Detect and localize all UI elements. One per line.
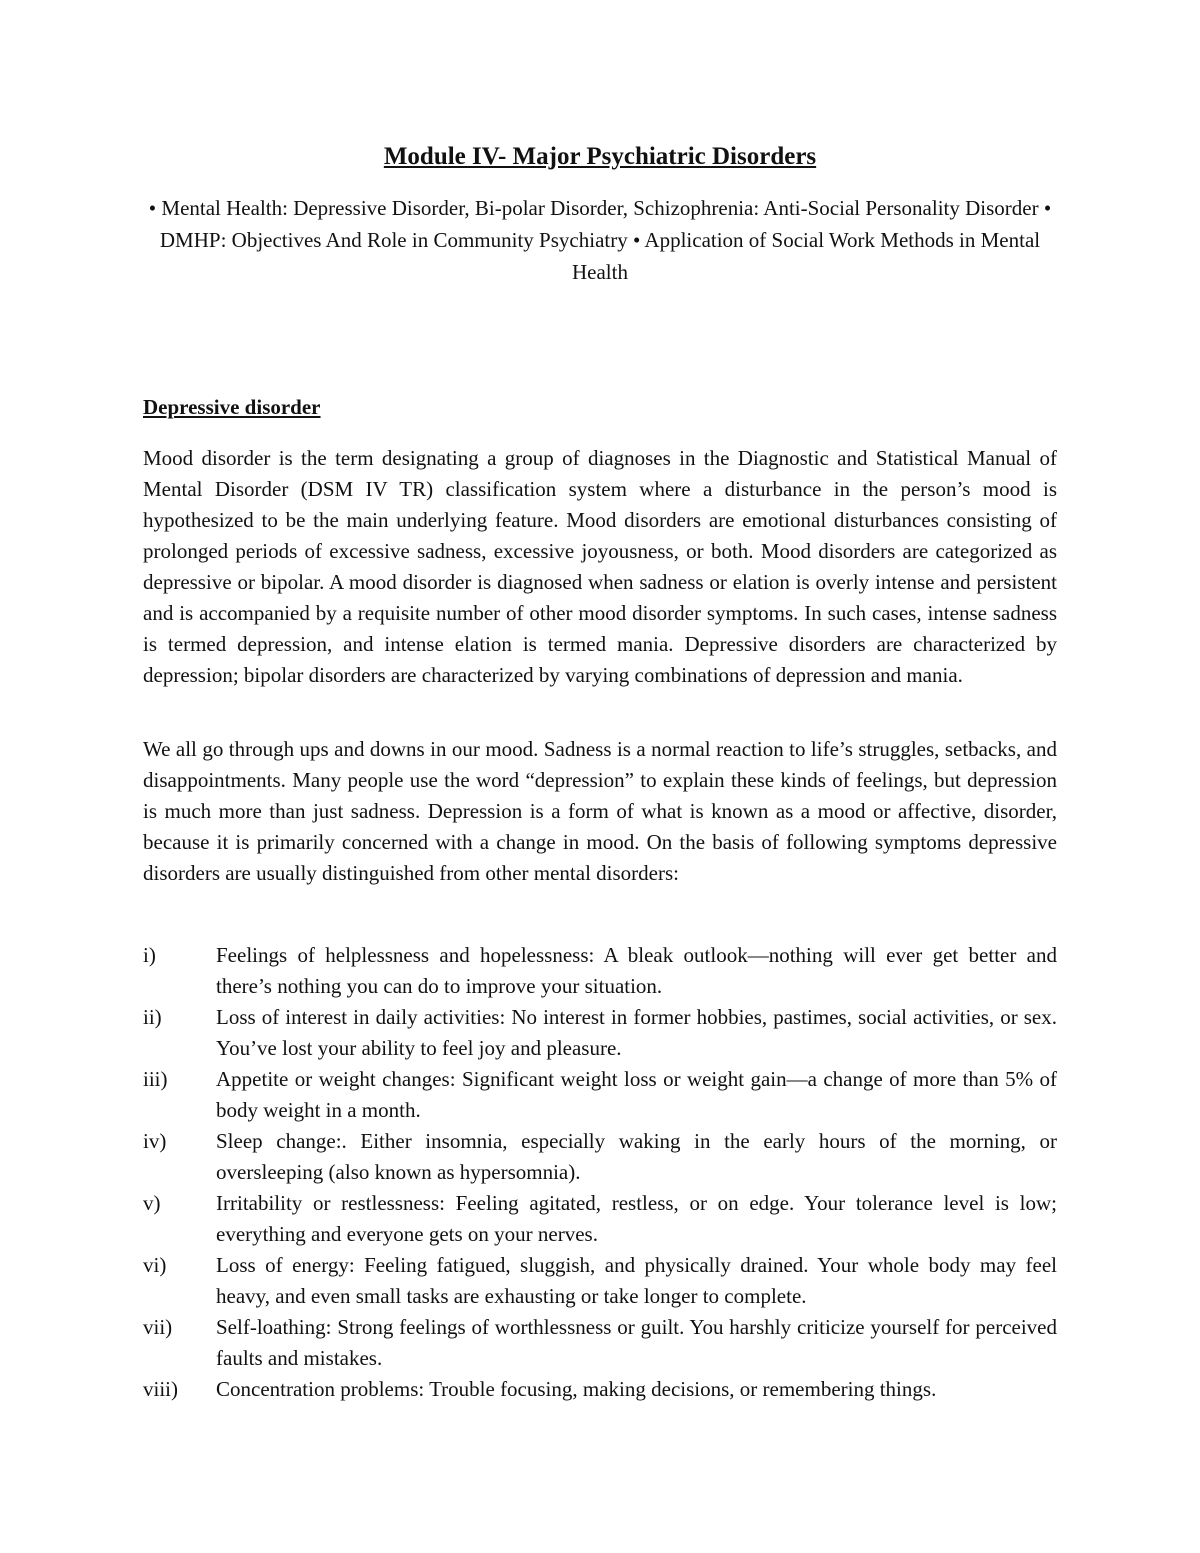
list-item-number: vii): [143, 1315, 173, 1339]
list-item-text: Appetite or weight changes: Significant weight loss or weight gain—a change of more than 5% of body weight in a month.: [216, 1067, 1057, 1122]
list-item: [143, 940, 1057, 1002]
list-item-number: ii): [143, 1005, 162, 1029]
list-item-number: iv): [143, 1129, 167, 1153]
list-item-text: Concentration problems: Trouble focusing, making decisions, or remembering things.: [216, 1377, 937, 1401]
list-item-number: vi): [143, 1253, 167, 1277]
module-topics: • Mental Health: Depressive Disorder, Bi-polar Disorder, Schizophrenia: Anti-Social Personality Disorder • DMHP: Objectives And Role in Community Psychiatry • Application of Social Work Methods in Mental Health: [148, 196, 1052, 284]
list-item-number: viii): [143, 1377, 178, 1401]
page-title: Module IV- Major Psychiatric Disorders: [383, 143, 817, 170]
list-item: [143, 1002, 1057, 1064]
list-item: [143, 1312, 1057, 1374]
list-item-number: iii): [143, 1067, 168, 1091]
list-item-text: Loss of energy: Feeling fatigued, sluggish, and physically drained. Your whole body may feel heavy, and even small tasks are exhausting or take longer to complete.: [216, 1253, 1057, 1308]
list-item: [143, 1064, 1057, 1126]
symptom-list: [143, 940, 1057, 1405]
list-item: [143, 1374, 1057, 1405]
paragraph-depression-overview: We all go through ups and downs in our mood. Sadness is a normal reaction to life’s struggles, setbacks, and disappointments. Many people use the word “depression” to explain these kinds of feelings, but depression is much more than just sadness. Depression is a form of what is known as a mood or affective, disorder, because it is primarily concerned with a change in mood. On the basis of following symptoms depressive disorders are usually distinguished from other mental disorders:: [143, 737, 1057, 885]
list-item-number: v): [143, 1191, 161, 1215]
list-item-text: Loss of interest in daily activities: No interest in former hobbies, pastimes, social activities, or sex. You’ve lost your ability to feel joy and pleasure.: [216, 1005, 1057, 1060]
list-item: [143, 1250, 1057, 1312]
list-item-text: Feelings of helplessness and hopelessness: A bleak outlook—nothing will ever get better and there’s nothing you can do to improve your situation.: [216, 943, 1057, 998]
list-item-number: i): [143, 943, 156, 967]
list-item: [143, 1188, 1057, 1250]
section-heading: Depressive disorder: [143, 395, 321, 419]
list-item-text: Sleep change:. Either insomnia, especially waking in the early hours of the morning, or oversleeping (also known as hypersomnia).: [216, 1129, 1057, 1184]
paragraph-mood-disorder: Mood disorder is the term designating a group of diagnoses in the Diagnostic and Statistical Manual of Mental Disorder (DSM IV TR) classification system where a disturbance in the person’s mood is hypothesized to be the main underlying feature. Mood disorders are emotional disturbances consisting of prolonged periods of excessive sadness, excessive joyousness, or both. Mood disorders are categorized as depressive or bipolar. A mood disorder is diagnosed when sadness or elation is overly intense and persistent and is accompanied by a requisite number of other mood disorder symptoms. In such cases, intense sadness is termed depression, and intense elation is termed mania. Depressive disorders are characterized by depression; bipolar disorders are characterized by varying combinations of depression and mania.: [143, 446, 1057, 687]
list-item: [143, 1126, 1057, 1188]
list-item-text: Self-loathing: Strong feelings of worthlessness or guilt. You harshly criticize yourself for perceived faults and mistakes.: [216, 1315, 1057, 1370]
list-item-text: Irritability or restlessness: Feeling agitated, restless, or on edge. Your tolerance level is low; everything and everyone gets on your nerves.: [216, 1191, 1057, 1246]
